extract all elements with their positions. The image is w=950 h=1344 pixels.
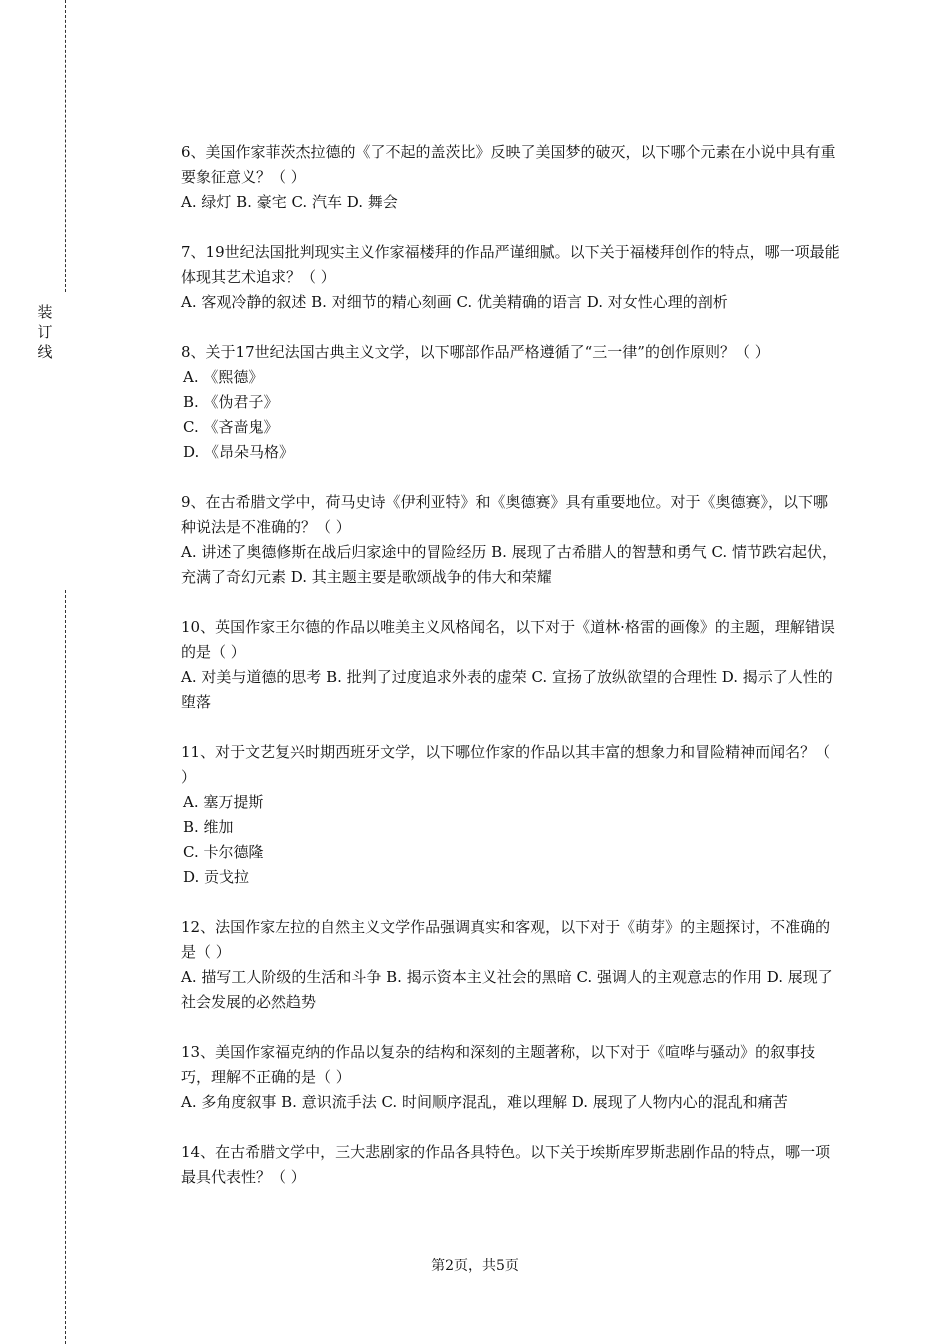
- question-text: 10、英国作家王尔德的作品以唯美主义风格闻名，以下对于《道林·格雷的画像》的主题，理解错误的是（ ）: [181, 618, 835, 661]
- option-c: C. 《吝啬鬼》: [183, 418, 279, 436]
- spacer: [181, 590, 841, 615]
- spacer: [181, 215, 841, 240]
- question-6: [181, 140, 841, 215]
- option-d: D. 《昂朵马格》: [183, 443, 295, 461]
- question-8: [181, 340, 841, 465]
- option-a: A. 《熙德》: [183, 368, 264, 386]
- option-c: C. 卡尔德隆: [183, 843, 264, 861]
- question-list: [181, 140, 841, 1190]
- binding-dashed-line-top: [65, 0, 66, 292]
- question-text: 7、19世纪法国批判现实主义作家福楼拜的作品严谨细腻。以下关于福楼拜创作的特点，哪一项最能体现其艺术追求？（ ）: [181, 243, 840, 286]
- question-text: 9、在古希腊文学中，荷马史诗《伊利亚特》和《奥德赛》具有重要地位。对于《奥德赛》，以下哪种说法是不准确的？（ ）: [181, 493, 829, 536]
- option-a: A. 塞万提斯: [183, 793, 264, 811]
- question-options: A. 绿灯 B. 豪宅 C. 汽车 D. 舞会: [181, 193, 398, 211]
- spacer: [181, 465, 841, 490]
- question-14: [181, 1140, 841, 1190]
- spacer: [181, 315, 841, 340]
- spacer: [181, 1015, 841, 1040]
- question-text: 13、美国作家福克纳的作品以复杂的结构和深刻的主题著称，以下对于《喧哗与骚动》的叙事技巧，理解不正确的是（ ）: [181, 1043, 816, 1086]
- spacer: [181, 715, 841, 740]
- question-10: [181, 615, 841, 715]
- question-text: 12、法国作家左拉的自然主义文学作品强调真实和客观，以下对于《萌芽》的主题探讨，不准确的是（ ）: [181, 918, 831, 961]
- binding-char: 订: [37, 323, 53, 341]
- question-11: [181, 740, 841, 890]
- spacer: [181, 890, 841, 915]
- question-text: 8、关于17世纪法国古典主义文学，以下哪部作品严格遵循了“三一律”的创作原则？（ ）: [181, 343, 770, 361]
- question-options: A. 多角度叙事 B. 意识流手法 C. 时间顺序混乱，难以理解 D. 展现了人物内心的混乱和痛苦: [181, 1093, 788, 1111]
- binding-char: 装: [37, 303, 53, 321]
- question-12: [181, 915, 841, 1015]
- question-options: A. 描写工人阶级的生活和斗争 B. 揭示资本主义社会的黑暗 C. 强调人的主观意志的作用 D. 展现了社会发展的必然趋势: [181, 968, 833, 1011]
- question-options: A. 对美与道德的思考 B. 批判了过度追求外表的虚荣 C. 宣扬了放纵欲望的合理性 D. 揭示了人性的堕落: [181, 668, 833, 711]
- spacer: [181, 1115, 841, 1140]
- question-13: [181, 1040, 841, 1115]
- binding-dashed-line-bottom: [65, 590, 66, 1344]
- question-text: 6、美国作家菲茨杰拉德的《了不起的盖茨比》反映了美国梦的破灭，以下哪个元素在小说中具有重要象征意义？（ ）: [181, 143, 836, 186]
- question-options: A. 讲述了奥德修斯在战后归家途中的冒险经历 B. 展现了古希腊人的智慧和勇气 C. 情节跌宕起伏，充满了奇幻元素 D. 其主题主要是歌颂战争的伟大和荣耀: [181, 543, 837, 586]
- binding-char: 线: [37, 343, 53, 361]
- page-number: 第2页，共5页: [431, 1258, 519, 1274]
- option-b: B. 维加: [183, 818, 234, 836]
- binding-line-label: [34, 302, 56, 362]
- question-9: [181, 490, 841, 590]
- question-text: 11、对于文艺复兴时期西班牙文学，以下哪位作家的作品以其丰富的想象力和冒险精神而闻名？（ ）: [181, 743, 831, 786]
- option-b: B. 《伪君子》: [183, 393, 279, 411]
- question-options: A. 客观冷静的叙述 B. 对细节的精心刻画 C. 优美精确的语言 D. 对女性心理的剖析: [181, 293, 728, 311]
- option-d: D. 贡戈拉: [183, 868, 250, 886]
- question-7: [181, 240, 841, 315]
- question-text: 14、在古希腊文学中，三大悲剧家的作品各具特色。以下关于埃斯库罗斯悲剧作品的特点，哪一项最具代表性？（ ）: [181, 1143, 831, 1186]
